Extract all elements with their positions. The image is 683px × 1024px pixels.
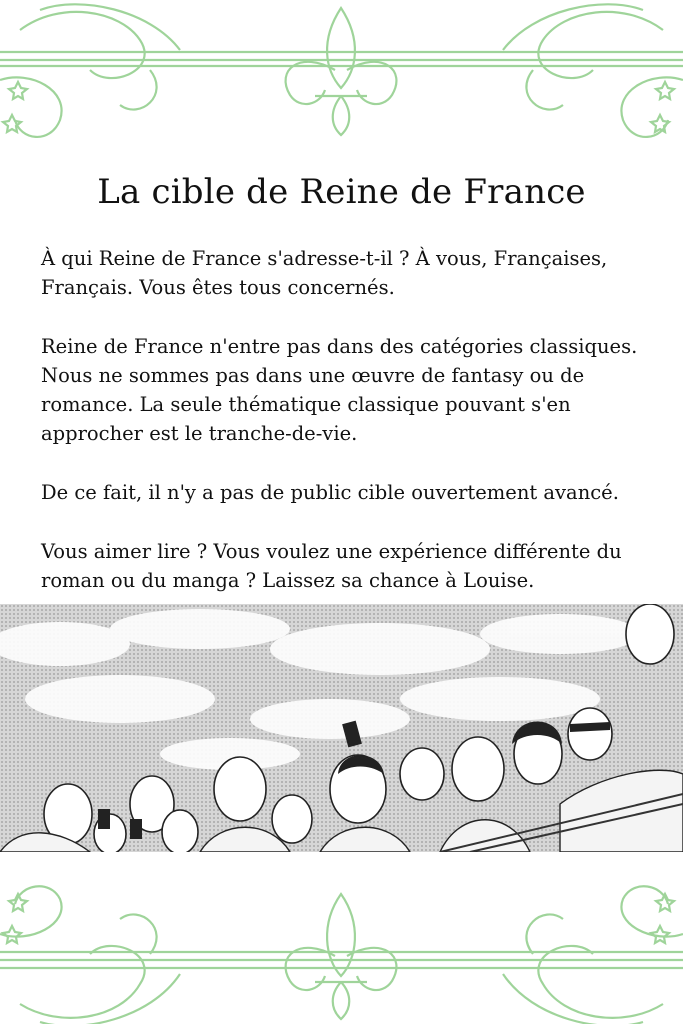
paragraph: Vous aimer lire ? Vous voulez une expérience différente du roman ou du manga ? Laissez sa chance à Louise.	[41, 540, 622, 592]
paragraph: À qui Reine de France s'adresse-t-il ? À vous, Françaises, Français. Vous êtes tous concernés.	[41, 247, 608, 299]
paragraph: Reine de France n'entre pas dans des catégories classiques. Nous ne sommes pas dans une œuvre de fantasy ou de romance. La seule thématique classique pouvant s'en approcher est le tranche-de-vie.	[41, 335, 638, 445]
top-fleur-de-lis-ornament	[0, 0, 683, 160]
page-title: La cible de Reine de France	[97, 172, 586, 212]
body-text	[41, 244, 651, 625]
manga-crowd-illustration	[0, 604, 683, 852]
bottom-fleur-de-lis-ornament	[0, 864, 683, 1024]
paragraph: De ce fait, il n'y a pas de public cible ouvertement avancé.	[41, 481, 619, 504]
